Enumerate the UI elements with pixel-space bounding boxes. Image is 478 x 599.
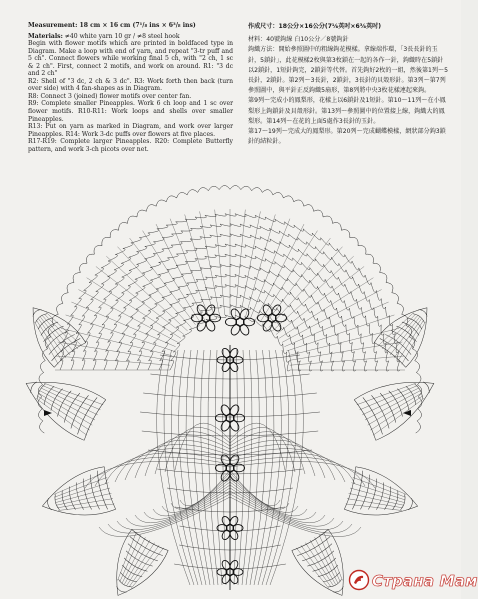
instructions-round: R1: "3 dc and 2 ch" xyxy=(28,62,233,78)
instructions-round: R20: Complete Butterfly pattern, and work 3-ch picots over net. xyxy=(28,138,234,153)
watermark-text: Страна Мам xyxy=(372,572,478,590)
instructions-round: R9: Complete smaller Pineapples. Work 6 ch loop and 1 sc over flower motifs. xyxy=(28,100,233,116)
chinese-paragraph: 第9列～完成小的鳳梨形，花樣上以6鎖針及1短針。第10～11列～在小鳳梨形上鉤鎖針及貝殼形針。第13列～參照圖中的位置接上線，鉤織大的鳳梨形。第14列～在花的上面5處作3長針的玉針。 xyxy=(248,97,446,125)
materials-label: Materials: xyxy=(28,32,63,40)
chinese-materials: 材料：40號鉤線 白10公分／8號鉤針 xyxy=(248,36,349,44)
stork-logo-icon xyxy=(348,569,370,591)
instructions-round: R17-R19: Complete larger Pineapples. xyxy=(28,138,152,146)
instructions-round: R13: Put on yarn as marked in Diagram, and work over larger Pineapples. xyxy=(28,123,233,138)
round-start-marker-left xyxy=(44,410,52,416)
chinese-paragraph: 鉤織方法：開始參照圖中的粗線鉤花模樣。拿線端作環，「3長長針的玉針，5鎖針」，此花模樣2枚與第3枚鎖在一起的各作一針，鉤織時在5鎖針以2鎖針，1短針鉤完，2鎖針等代替。首先鉤好2枚的一組，然後第1列～5長針，2鎖針。第2列～3長針，2鎖針，3長針的貝殼形針。第3列～第7列參照圖中，與平針正反鉤織5扇形，第8列將中央3枚花樣連起來鉤。 xyxy=(248,46,448,95)
instructions-round: R2: Shell of "3 dc, 2 ch & 3 dc". xyxy=(28,77,132,85)
instructions-round: R8: Connect 3 (joined) flower motifs over center fan. xyxy=(28,92,192,100)
materials-text: ≠40 white yarn 10 gr / ≠8 steel hook xyxy=(64,32,180,40)
instructions-round: R14: Work 3-dc puffs over flowers at five places. xyxy=(65,130,216,138)
chinese-measurement: 作成尺寸：18公分×16公分(7⅛英吋×6⅜英吋) xyxy=(248,23,382,30)
chinese-paragraph: 第17～19列～完成大的鳳梨形。第20列～完成蝴蝶模樣，網狀部分鉤3鎖針的結粒針。 xyxy=(248,128,446,146)
instructions-intro: Begin with flower motifs which are printed in boldfaced type in Diagram. Make a loop with end of yarn, and repeat "3-tr puff and 5 ch". Connect flowers while working final 5 ch, with "2 ch, 1 sc & 2 ch". First, connect 2 motifs, and work on around. xyxy=(28,40,233,70)
measurement-label: Measurement: xyxy=(28,22,78,29)
flower-motifs xyxy=(191,303,286,584)
instructions-round: R10-R11: Work loops and shells over smaller Pineapples. xyxy=(28,108,234,123)
round-start-marker-right xyxy=(403,410,411,416)
instructions-round: R3: Work forth then back (turn over side) with 4 fan-shapes as in Diagram. xyxy=(28,77,234,93)
measurement-value: 18 cm × 16 cm (7¹/₈ ins × 6³/₈ ins) xyxy=(79,22,196,29)
